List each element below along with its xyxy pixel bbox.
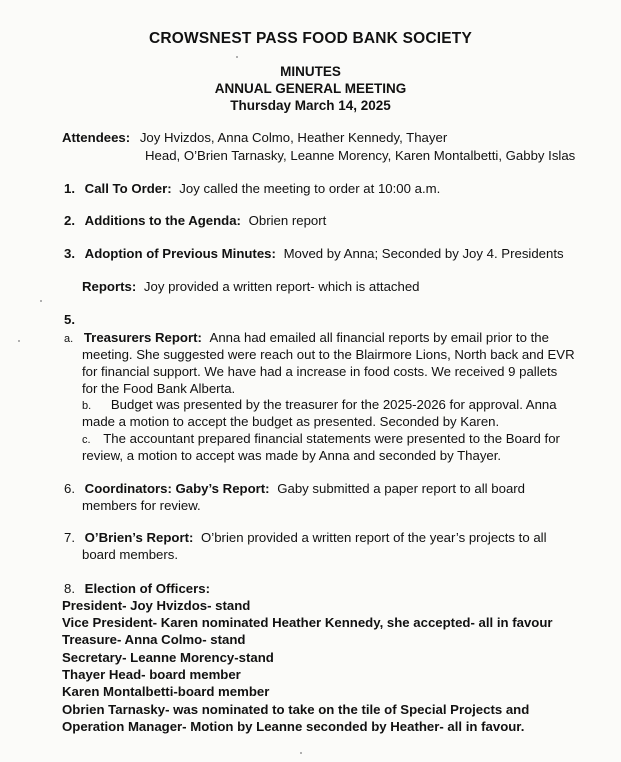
- item-5a-line-2: meeting. She suggested were reach out to the Blairmore Lions, North back and EVR: [82, 347, 575, 362]
- item-5a-text-1: Anna had emailed all financial reports by email prior to the: [209, 330, 549, 345]
- item-reports: [82, 279, 420, 295]
- item-5a-line-4: for the Food Bank Alberta.: [82, 381, 236, 396]
- item-7-text-2: board members.: [82, 547, 179, 562]
- officer-line: Operation Manager- Motion by Leanne seconded by Heather- all in favour.: [62, 719, 525, 734]
- item-5a-line-1: [64, 330, 549, 347]
- item-5-number: 5.: [64, 312, 75, 327]
- item-5a-marker: a.: [64, 333, 74, 345]
- item-5c-text-1: The accountant prepared financial statements were presented to the Board for: [103, 431, 560, 446]
- item-7-text-1: O’brien provided a written report of the year’s projects to all: [201, 530, 547, 545]
- item-6-heading: Coordinators: Gaby’s Report:: [84, 481, 270, 496]
- item-adoption: [64, 246, 564, 262]
- item-7-number: 7.: [64, 530, 75, 545]
- attendees-label: Attendees:: [62, 130, 131, 145]
- officer-line: President- Joy Hvizdos- stand: [62, 598, 251, 613]
- item-5a-line-3: for financial support. We have had a increase in food costs. We received 9 pallets: [82, 364, 558, 379]
- item-2-text: Obrien report: [248, 213, 327, 228]
- officer-line: Vice President- Karen nominated Heather Kennedy, she accepted- all in favour: [62, 615, 553, 630]
- meeting-heading: ANNUAL GENERAL MEETING: [214, 81, 407, 96]
- item-3-number: 3.: [64, 246, 75, 261]
- item-5c-line-1: [82, 431, 560, 448]
- item-5b-marker: b.: [82, 400, 92, 412]
- item-5b-text-1: Budget was presented by the treasurer for the 2025-2026 for approval. Anna: [110, 397, 557, 412]
- item-7-heading: O’Brien’s Report:: [84, 530, 194, 545]
- meeting-date: Thursday March 14, 2025: [230, 98, 391, 113]
- item-6-text-2: members for review.: [82, 498, 201, 513]
- item-3-text: Moved by Anna; Seconded by Joy 4. Presidents: [283, 246, 564, 261]
- item-election: [64, 581, 210, 597]
- scan-speck: [18, 340, 20, 342]
- item-1-heading: Call To Order:: [84, 181, 172, 196]
- item-5c-line-2: review, a motion to accept was made by Anna and seconded by Thayer.: [82, 448, 502, 463]
- item-6-text-1: Gaby submitted a paper report to all board: [277, 481, 526, 496]
- reports-text: Joy provided a written report- which is attached: [143, 279, 420, 294]
- officer-line: Obrien Tarnasky- was nominated to take on the tile of Special Projects and: [62, 702, 530, 717]
- item-obrien-report: [64, 530, 547, 546]
- officer-line: Thayer Head- board member: [62, 667, 241, 682]
- item-1-text: Joy called the meeting to order at 10:00 a.m.: [179, 181, 441, 196]
- item-1-number: 1.: [64, 181, 75, 196]
- officer-line: Treasure- Anna Colmo- stand: [62, 632, 246, 647]
- officer-line: Secretary- Leanne Morency-stand: [62, 650, 274, 665]
- item-5b-line-1: [82, 397, 557, 414]
- item-3-heading: Adoption of Previous Minutes:: [84, 246, 276, 261]
- item-5c-marker: c.: [82, 434, 91, 446]
- officer-line: Karen Montalbetti-board member: [62, 684, 270, 699]
- org-title: CROWSNEST PASS FOOD BANK SOCIETY: [148, 30, 473, 47]
- scan-speck: [300, 752, 302, 754]
- attendees-line-1: [62, 130, 447, 146]
- item-5b-line-2: made a motion to accept the budget as presented. Seconded by Karen.: [82, 414, 500, 429]
- attendees-names-2: Head, O’Brien Tarnasky, Leanne Morency, Karen Montalbetti, Gabby Islas: [145, 148, 576, 163]
- item-8-heading: Election of Officers:: [84, 581, 210, 596]
- scan-speck: [40, 300, 42, 302]
- item-8-number: 8.: [64, 581, 75, 596]
- attendees-names-1: Joy Hvizdos, Anna Colmo, Heather Kennedy, Thayer: [139, 130, 448, 145]
- scan-speck: [236, 56, 238, 58]
- item-coordinators: [64, 481, 525, 497]
- item-call-to-order: [64, 181, 440, 197]
- item-additions: [64, 213, 326, 229]
- item-2-number: 2.: [64, 213, 75, 228]
- treasurers-report-heading: Treasurers Report:: [83, 330, 202, 345]
- reports-heading: Reports:: [82, 279, 137, 294]
- minutes-heading: MINUTES: [280, 64, 341, 79]
- item-6-number: 6.: [64, 481, 75, 496]
- item-2-heading: Additions to the Agenda:: [84, 213, 241, 228]
